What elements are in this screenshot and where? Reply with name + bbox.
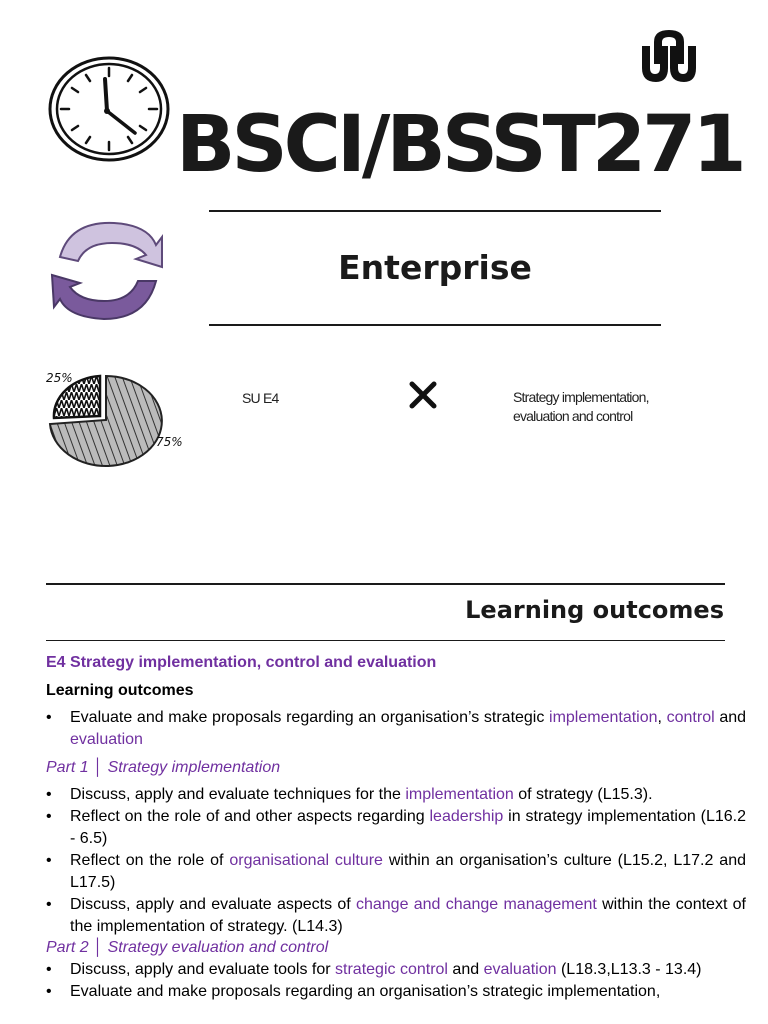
highlighted-term: leadership [429, 808, 504, 825]
part1-bullets [46, 784, 746, 938]
bullet-text: (L18.3,L13.3 - 13.4) [556, 961, 702, 978]
list-item [46, 707, 746, 751]
bullet-marker: • [46, 709, 52, 726]
highlighted-term: control [666, 709, 715, 726]
highlighted-term: strategic control [335, 961, 448, 978]
part2-label: Part 2 │ Strategy evaluation and control [46, 939, 329, 956]
subject-title: Enterprise [338, 248, 532, 287]
section-rule-top [46, 583, 725, 585]
bullet-marker: • [46, 852, 52, 869]
bullet-text: Discuss, apply and evaluate techniques for the [70, 786, 406, 803]
outcomes-heading: E4 Strategy implementation, control and evaluation [46, 654, 437, 671]
bullet-text: and [447, 961, 484, 978]
bullet-marker: • [46, 808, 52, 825]
bullet-marker: • [46, 961, 52, 978]
bullet-text: Reflect on the role of [70, 852, 230, 869]
part2-bullets [46, 959, 746, 1003]
bullet-marker: • [46, 896, 52, 913]
intro-bullet-list [46, 707, 746, 751]
outcomes-subheading: Learning outcomes [46, 682, 194, 699]
university-logo-icon [638, 28, 700, 84]
section-rule-bottom [46, 640, 725, 641]
highlighted-term: implementation [549, 709, 658, 726]
part1-label: Part 1 │ Strategy implementation [46, 759, 281, 776]
study-unit-label: SU E4 [242, 390, 279, 406]
part2-bullet-list [46, 959, 746, 1003]
bullet-text: Discuss, apply and evaluate aspects of [70, 896, 356, 913]
part2-label-block [46, 937, 746, 959]
list-item [46, 959, 746, 981]
bullet-text: in strategy implementation (L16.2 - 6.5) [70, 808, 746, 847]
pie-label-small: 25% [46, 371, 73, 385]
bullet-marker: • [46, 983, 52, 1000]
highlighted-term: evaluation [483, 961, 557, 978]
part1-bullet-list [46, 784, 746, 938]
divider-bottom [209, 324, 661, 326]
highlighted-term: implementation [405, 786, 514, 803]
pie-chart-sketch-icon [44, 368, 188, 478]
study-unit-title: Strategy implementation, evaluation and control [513, 389, 649, 424]
bullet-text: and [714, 709, 747, 726]
divider-top [209, 210, 661, 212]
bullet-text: Evaluate and make proposals regarding an organisation’s strategic [70, 709, 550, 726]
bullet-text: of strategy (L15.3). [513, 786, 653, 803]
pie-label-large: 75% [156, 435, 183, 449]
list-item [46, 894, 746, 938]
bullet-text: Evaluate and make proposals regarding an organisation’s strategic implementation, [70, 983, 661, 1000]
section-heading: Learning outcomes [465, 596, 724, 624]
list-item [46, 981, 746, 1003]
bullet-text: Reflect on the role of and other aspects regarding [70, 808, 430, 825]
cross-icon [409, 381, 437, 409]
list-item [46, 806, 746, 850]
highlighted-term: organisational culture [229, 852, 383, 869]
list-item [46, 784, 746, 806]
cycle-arrows-icon [48, 215, 168, 327]
intro-bullets [46, 707, 746, 751]
outcomes-heading-block [46, 652, 746, 674]
bullet-text: within the context of the implementation of strategy. (L14.3) [70, 896, 747, 935]
highlighted-term: change and change management [355, 896, 597, 913]
clock-icon [47, 55, 171, 163]
highlighted-term: evaluation [70, 731, 143, 748]
outcomes-subheading-block [46, 680, 746, 702]
bullet-text: , [657, 709, 667, 726]
bullet-text: Discuss, apply and evaluate tools for [70, 961, 336, 978]
part1-label-block [46, 757, 746, 779]
course-code-title: BSCI/BSST271 [176, 100, 743, 190]
list-item [46, 850, 746, 894]
bullet-text: within an organisation’s culture (L15.2, L17.2 and L17.5) [70, 852, 747, 891]
bullet-marker: • [46, 786, 52, 803]
